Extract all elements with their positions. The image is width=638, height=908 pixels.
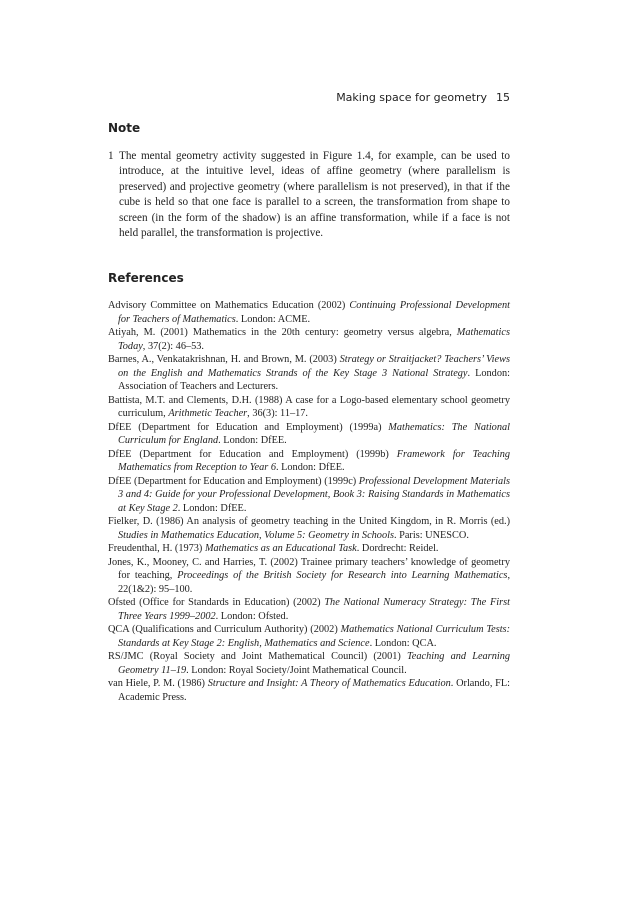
reference-title: Framework for Teaching Mathematics from Reception to Year 6: [118, 448, 511, 473]
reference-text: Advisory Committee on Mathematics Education (2002): [108, 300, 350, 311]
reference-publication: , 37(2): 46–53.: [142, 340, 204, 352]
reference-title: Continuing Professional Development for Teachers of Mathematics: [118, 300, 510, 325]
reference-text: DfEE (Department for Education and Employment) (1999b): [108, 448, 397, 460]
references-list: [108, 299, 510, 704]
reference-entry: [108, 326, 510, 353]
reference-text: Fielker, D. (1986) An analysis of geometry teaching in the United Kingdom, in R. Morris (ed.): [108, 516, 510, 527]
reference-text: Battista, M.T. and Clements, D.H. (1988) A case for a Logo-based elementary school geometry curriculum,: [108, 394, 510, 419]
reference-title: The National Numeracy Strategy: The First Three Years 1999–2002: [118, 597, 510, 622]
reference-entry: [108, 353, 510, 394]
reference-title: Mathematics: The National Curriculum for England: [118, 421, 510, 446]
reference-text: Ofsted (Office for Standards in Education) (2002): [108, 597, 325, 608]
reference-text: DfEE (Department for Education and Employment) (1999a): [108, 421, 389, 433]
references-heading: References: [108, 271, 184, 285]
reference-text: Atiyah, M. (2001) Mathematics in the 20th century: geometry versus algebra,: [108, 327, 457, 338]
reference-entry: [108, 542, 510, 556]
reference-publication: . London: Ofsted.: [215, 610, 289, 622]
running-head: [336, 91, 510, 104]
running-head-title: Making space for geometry: [336, 91, 487, 104]
reference-entry: [108, 448, 510, 475]
note-text: The mental geometry activity suggested in Figure 1.4, for example, can be used to introduce, at the intuitive level, ideas of affine geometry (where parallelism is preserved) and projective geometry (where parallelism is not preserved), in that if the cube is held so that one face is parallel to a screen, the transformation from shape to screen (in the form of the shadow) is an affine transformation, while if a face is not held parallel, the transformation is projective.: [119, 150, 510, 240]
reference-entry: [108, 475, 510, 516]
reference-entry: [108, 299, 510, 326]
reference-title: Studies in Mathematics Education, Volume 5: Geometry in Schools: [118, 529, 394, 541]
reference-publication: , 36(3): 11–17.: [247, 408, 308, 419]
reference-text: van Hiele, P. M. (1986): [108, 678, 208, 689]
reference-publication: . London: DfEE.: [177, 502, 247, 514]
reference-publication: . London: DfEE.: [275, 462, 345, 473]
reference-publication: . London: DfEE.: [218, 435, 287, 446]
reference-title: Teaching and Learning Geometry 11–19: [118, 651, 511, 676]
reference-publication: . London: Royal Society/Joint Mathematical Council.: [186, 664, 407, 676]
note-item: [108, 149, 510, 241]
reference-title: Arithmetic Teacher: [168, 408, 248, 419]
reference-text: QCA (Qualifications and Curriculum Authority) (2002): [108, 624, 341, 635]
reference-publication: . Paris: UNESCO.: [393, 529, 469, 541]
reference-publication: . Dordrecht: Reidel.: [356, 543, 439, 554]
reference-title: Strategy or Straitjacket? Teachers’ Views on the English and Mathematics Strands of the Key Stage 3 National Strategy: [118, 354, 510, 379]
reference-entry: [108, 556, 510, 597]
reference-entry: [108, 515, 510, 542]
reference-publication: . London: ACME.: [235, 313, 311, 325]
reference-entry: [108, 421, 510, 448]
reference-entry: [108, 596, 510, 623]
reference-title: Mathematics Today: [118, 327, 510, 352]
reference-text: DfEE (Department for Education and Employment) (1999c): [108, 475, 359, 487]
reference-title: Mathematics as an Educational Task: [204, 543, 357, 554]
page-number: 15: [496, 91, 510, 104]
reference-publication: . London: QCA.: [369, 637, 437, 649]
reference-title: Professional Development Materials 3 and 4: Guide for your Professional Development, Book 3: Raising Standards in Mathematics at Key Stage 2: [118, 475, 510, 514]
reference-title: Mathematics National Curriculum Tests: Standards at Key Stage 2: English, Mathematics and Science: [118, 624, 510, 649]
reference-text: Freudenthal, H. (1973): [108, 543, 205, 554]
reference-title: Structure and Insight: A Theory of Mathematics Education: [207, 678, 451, 689]
reference-entry: [108, 677, 510, 704]
reference-text: Barnes, A., Venkatakrishnan, H. and Brown, M. (2003): [108, 354, 340, 365]
reference-entry: [108, 623, 510, 650]
reference-text: Jones, K., Mooney, C. and Harries, T. (2002) Trainee primary teachers’ knowledge of geometry for teaching,: [108, 556, 510, 581]
reference-publication: . Orlando, FL: Academic Press.: [118, 678, 510, 703]
reference-text: RS/JMC (Royal Society and Joint Mathematical Council) (2001): [108, 651, 408, 662]
reference-title: Proceedings of the British Society for Research into Learning Mathematics: [177, 570, 508, 581]
reference-publication: , 22(1&2): 95–100.: [118, 570, 511, 595]
reference-publication: . London: Association of Teachers and Lecturers.: [118, 367, 510, 392]
reference-entry: [108, 650, 510, 677]
reference-entry: [108, 394, 510, 421]
note-number: 1: [108, 150, 114, 162]
note-heading: Note: [108, 121, 141, 135]
